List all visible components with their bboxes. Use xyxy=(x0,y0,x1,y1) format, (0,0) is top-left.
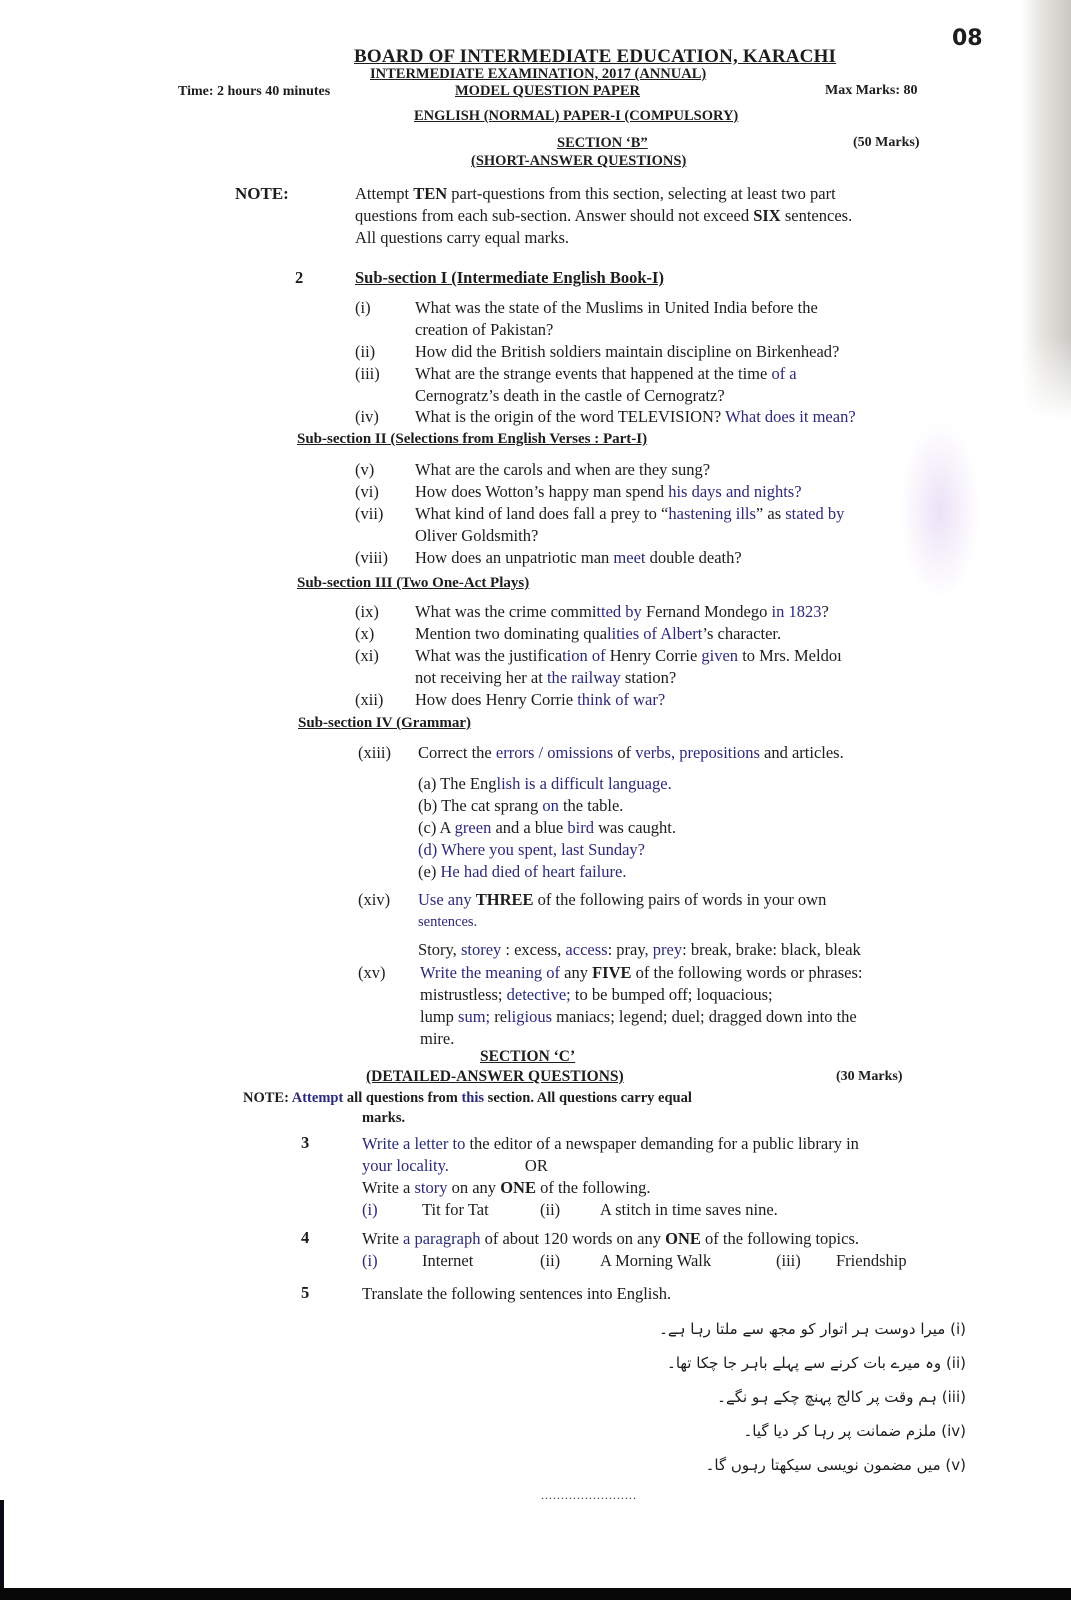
section-b-title: SECTION ‘B” xyxy=(557,135,648,151)
question-line: Use any THREE of the following pairs of words in your own xyxy=(418,890,827,909)
question-line: What was the state of the Muslims in United India before the xyxy=(415,298,818,317)
grammar-item-b: (b) The cat sprang on the table. xyxy=(418,796,624,815)
question-item-xiii: Correct the errors / omissions of verbs, prepositions and articles. xyxy=(418,743,844,762)
subsection-1-title: Sub-section I (Intermediate English Book-I) xyxy=(355,268,664,287)
question-line: mire. xyxy=(420,1029,455,1048)
note-line-3: All questions carry equal marks. xyxy=(355,228,569,247)
question-line: Oliver Goldsmith? xyxy=(415,526,539,545)
grammar-item-a: (a) The English is a difficult language. xyxy=(418,774,672,793)
ink-smudge xyxy=(900,420,980,600)
subsection-3-title: Sub-section III (Two One-Act Plays) xyxy=(297,575,530,591)
note-label: NOTE: xyxy=(235,184,289,203)
word-pairs: Story, storey : excess, access: pray, prey: break, brake: black, bleak xyxy=(418,940,861,959)
grammar-sub-items xyxy=(418,773,676,883)
question-item-ii: How did the British soldiers maintain discipline on Birkenhead? xyxy=(415,342,840,361)
scan-edge xyxy=(0,1500,4,1600)
page-number: 08 xyxy=(952,26,983,51)
note-text xyxy=(355,183,852,249)
section-b-marks: (50 Marks) xyxy=(853,135,920,150)
question-line: mistrustless; detective; to be bumped off; loquacious; xyxy=(420,985,773,1004)
section-c-subtitle: (DETAILED-ANSWER QUESTIONS) xyxy=(366,1068,624,1085)
max-marks: Max Marks: 80 xyxy=(825,83,918,98)
q4-option-i: Internet xyxy=(422,1251,474,1270)
question-item-xi xyxy=(415,645,842,689)
section-c-note: NOTE: Attempt all questions from this section. All questions carry equal xyxy=(243,1090,692,1106)
question-line: lump sum; religious maniacs; legend; duel; dragged down into the xyxy=(420,1007,857,1026)
urdu-sentence-ii: (ii) وہ میرے بات کرنے سے پہلے باہر جا چکا تھا۔ xyxy=(667,1354,966,1372)
section-c-marks: (30 Marks) xyxy=(836,1069,903,1084)
q4-option-iii-num: (iii) xyxy=(776,1251,801,1270)
question-line: Write the meaning of any FIVE of the following words or phrases: xyxy=(420,963,863,982)
question-item-v: What are the carols and when are they sung? xyxy=(415,460,711,479)
question-number-5: 5 xyxy=(301,1283,310,1302)
question-line: What are the strange events that happened at the time of a xyxy=(415,364,797,383)
section-c-title: SECTION ‘C’ xyxy=(480,1048,576,1065)
subsection-4-title: Sub-section IV (Grammar) xyxy=(298,715,472,731)
question-item-iv: What is the origin of the word TELEVISION? What does it mean? xyxy=(415,407,856,426)
question-5: Translate the following sentences into English. xyxy=(362,1284,672,1303)
question-number-2: 2 xyxy=(295,268,304,287)
paper-type: MODEL QUESTION PAPER xyxy=(455,83,641,99)
question-line: your locality. OR xyxy=(362,1156,548,1175)
question-item-vi-num: (vi) xyxy=(355,482,379,501)
question-item-ix-num: (ix) xyxy=(355,602,379,621)
q4-option-iii: Friendship xyxy=(836,1251,907,1270)
question-item-xiv-num: (xiv) xyxy=(358,890,391,909)
q4-option-i-num: (i) xyxy=(362,1251,378,1270)
question-item-vi: How does Wotton’s happy man spend his days and nights? xyxy=(415,482,802,501)
question-item-viii: How does an unpatriotic man meet double death? xyxy=(415,548,742,567)
question-item-iii xyxy=(415,363,797,407)
question-item-xiii-num: (xiii) xyxy=(358,743,391,762)
urdu-sentences xyxy=(659,1320,966,1490)
question-item-xii-num: (xii) xyxy=(355,690,384,709)
question-number-4: 4 xyxy=(301,1228,310,1247)
question-line: creation of Pakistan? xyxy=(415,320,554,339)
exam-title: INTERMEDIATE EXAMINATION, 2017 (ANNUAL) xyxy=(370,66,707,82)
question-item-xv xyxy=(420,962,862,1050)
section-c-note-cont: marks. xyxy=(362,1110,406,1126)
end-of-paper-mark: ........................ xyxy=(541,1488,637,1502)
question-item-x: Mention two dominating qualities of Albert’s character. xyxy=(415,624,782,643)
question-item-i xyxy=(415,297,818,341)
urdu-sentence-v: (v) میں مضمون نویسی سیکھتا رہوں گا۔ xyxy=(705,1456,966,1474)
grammar-item-c: (c) A green and a blue bird was caught. xyxy=(418,818,677,837)
urdu-sentence-iii: (iii) ہم وقت پر کالج پہنچ چکے ہو نگے۔ xyxy=(717,1388,966,1406)
question-item-xi-num: (xi) xyxy=(355,646,379,665)
grammar-item-e: (e) He had died of heart failure. xyxy=(418,862,627,881)
question-item-i-num: (i) xyxy=(355,298,371,317)
question-item-ii-num: (ii) xyxy=(355,342,376,361)
q3-option-ii: A stitch in time saves nine. xyxy=(600,1200,778,1219)
board-title: BOARD OF INTERMEDIATE EDUCATION, KARACHI xyxy=(354,46,837,67)
time-allowed: Time: 2 hours 40 minutes xyxy=(178,84,331,99)
subject-title: ENGLISH (NORMAL) PAPER-I (COMPULSORY) xyxy=(414,108,739,124)
question-item-xiv xyxy=(418,889,861,961)
q3-option-i-num: (i) xyxy=(362,1200,378,1219)
question-line: Cernogratz’s death in the castle of Cernogratz? xyxy=(415,386,725,405)
question-3 xyxy=(362,1133,859,1199)
question-item-v-num: (v) xyxy=(355,460,375,479)
q4-option-ii-num: (ii) xyxy=(540,1251,561,1270)
subsection-2-title: Sub-section II (Selections from English Verses : Part-I) xyxy=(297,431,648,447)
question-item-viii-num: (viii) xyxy=(355,548,388,567)
question-item-iv-num: (iv) xyxy=(355,407,379,426)
question-line: What kind of land does fall a prey to “hastening ills” as stated by xyxy=(415,504,845,523)
question-line: not receiving her at the railway station? xyxy=(415,668,677,687)
question-item-ix: What was the crime committed by Fernand Mondego in 1823? xyxy=(415,602,829,621)
q3-option-i: Tit for Tat xyxy=(422,1200,489,1219)
or-label: OR xyxy=(524,1156,548,1175)
question-item-xv-num: (xv) xyxy=(358,963,386,982)
q4-option-ii: A Morning Walk xyxy=(600,1251,712,1270)
question-number-3: 3 xyxy=(301,1133,310,1152)
question-line: What was the justification of Henry Corrie given to Mrs. Meldoı xyxy=(415,646,842,665)
q3-option-ii-num: (ii) xyxy=(540,1200,561,1219)
question-line: Write a story on any ONE of the following. xyxy=(362,1178,651,1197)
question-item-vii xyxy=(415,503,844,547)
grammar-item-d: (d) Where you spent, last Sunday? xyxy=(418,840,645,859)
scan-shadow xyxy=(1021,0,1071,420)
note-line-1: Attempt TEN part-questions from this section, selecting at least two part xyxy=(355,184,836,203)
question-item-iii-num: (iii) xyxy=(355,364,380,383)
scan-bottom-edge xyxy=(0,1588,1071,1600)
urdu-sentence-iv: (iv) ملزم ضمانت پر رہا کر دیا گیا۔ xyxy=(743,1422,966,1440)
question-item-vii-num: (vii) xyxy=(355,504,384,523)
question-line: Write a letter to the editor of a newspaper demanding for a public library in xyxy=(362,1134,859,1153)
note-line-2: questions from each sub-section. Answer should not exceed SIX sentences. xyxy=(355,206,853,225)
question-item-x-num: (x) xyxy=(355,624,375,643)
urdu-sentence-i: (i) میرا دوست ہر اتوار کو مجھ سے ملتا رہا ہے۔ xyxy=(659,1320,966,1338)
question-item-xii: How does Henry Corrie think of war? xyxy=(415,690,666,709)
section-b-subtitle: (SHORT-ANSWER QUESTIONS) xyxy=(471,153,687,169)
question-4: Write a paragraph of about 120 words on any ONE of the following topics. xyxy=(362,1229,860,1248)
question-line: sentences. xyxy=(418,914,478,930)
